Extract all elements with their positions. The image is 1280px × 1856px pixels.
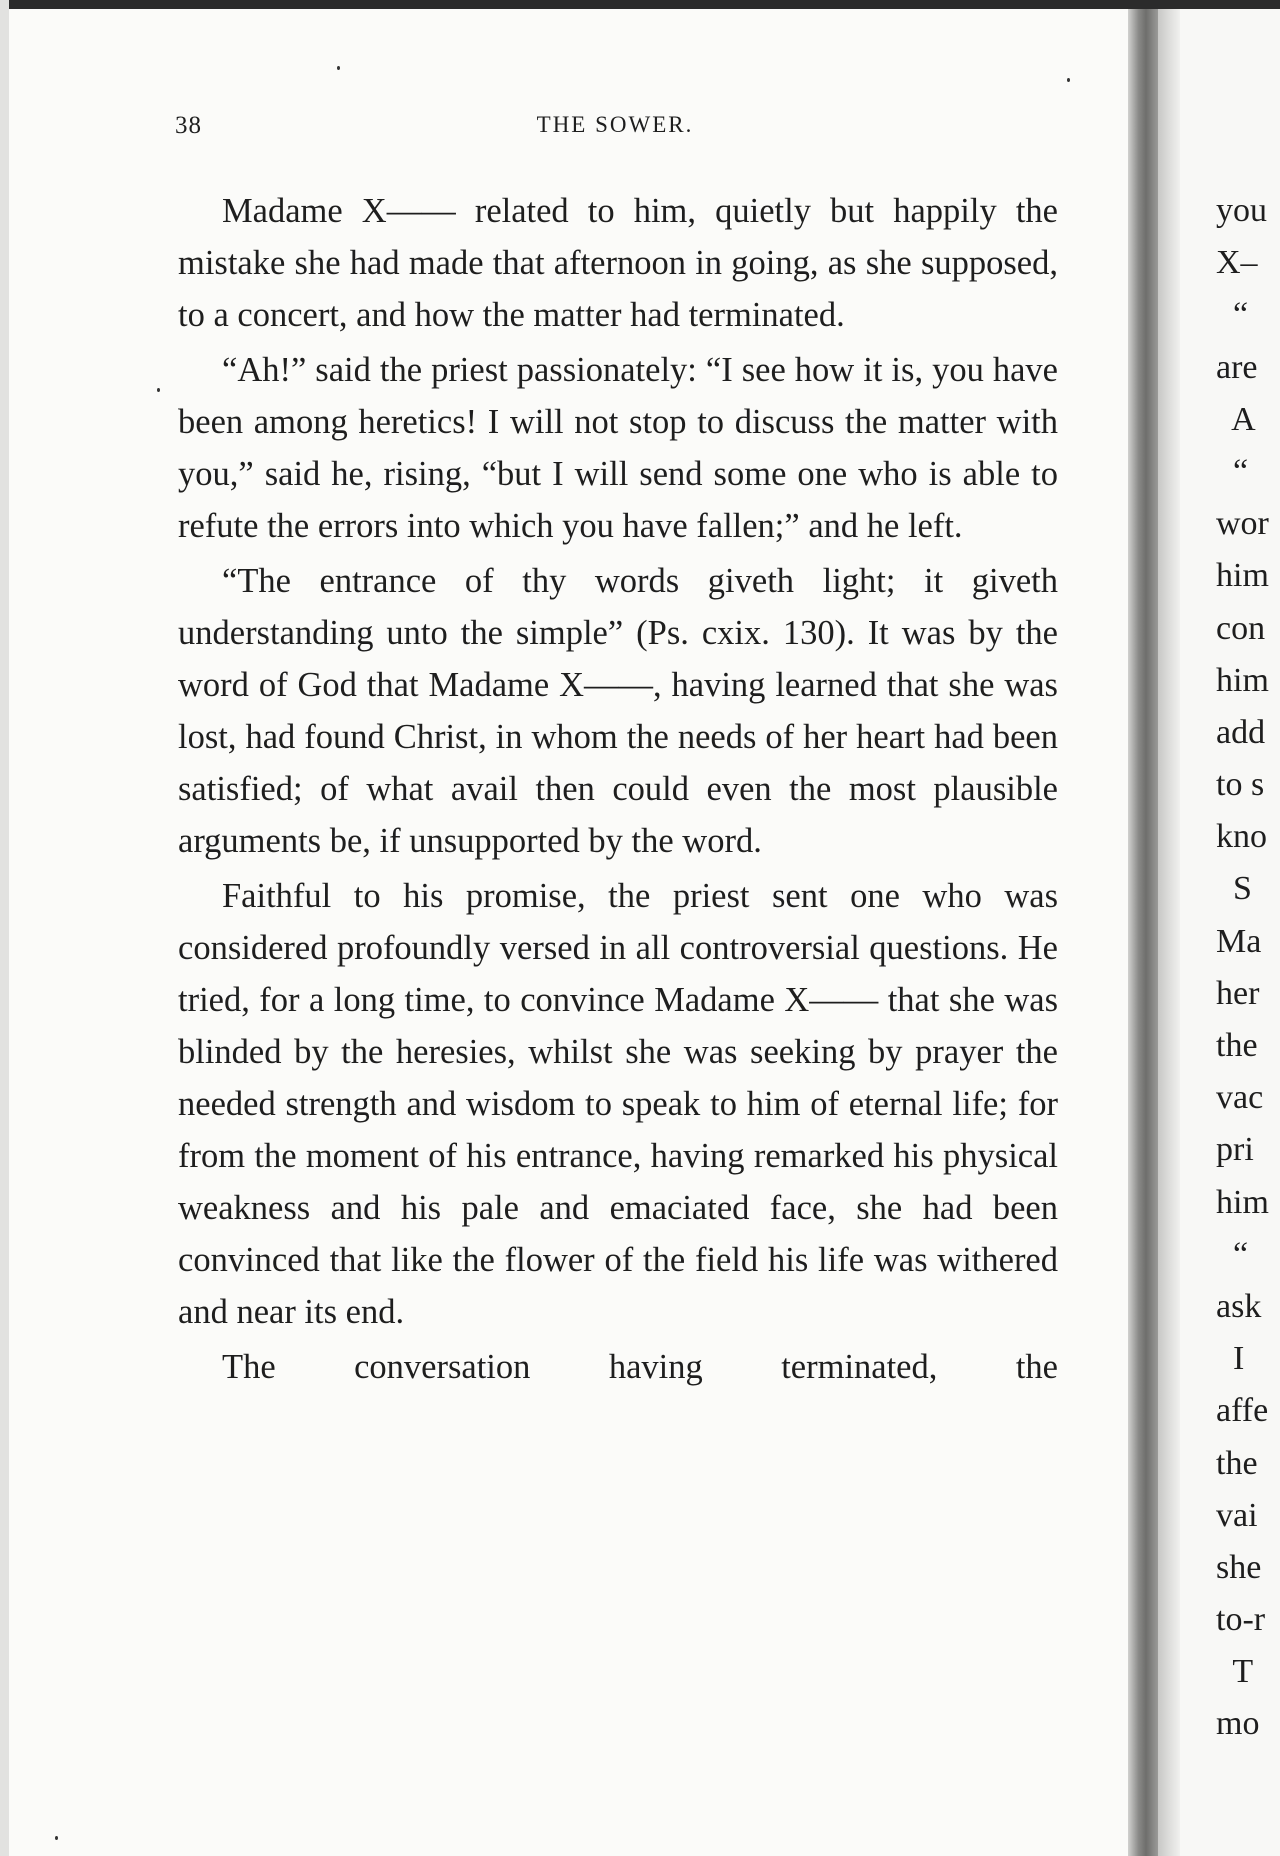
facing-page-line: “ — [1216, 1235, 1249, 1273]
scan-speck — [1067, 78, 1070, 82]
facing-page-line: ask — [1216, 1287, 1262, 1325]
facing-page-line: con — [1216, 609, 1266, 647]
facing-page-line: add — [1216, 713, 1266, 751]
facing-page-line: him — [1216, 1183, 1269, 1221]
book-gutter — [1128, 9, 1158, 1856]
facing-page-line: X– — [1216, 244, 1258, 282]
facing-page-line: affe — [1216, 1392, 1269, 1430]
facing-page — [1180, 9, 1280, 1856]
facing-page-line: to s — [1216, 766, 1265, 804]
paragraph-5: The conversation having terminated, the — [222, 1348, 1058, 1386]
facing-page-line: vai — [1216, 1496, 1258, 1534]
paragraph-3: “The entrance of thy words giveth light; it giveth understanding unto the simple” (Ps. cxix. 130). It was by the word of God that Madame X——, having learned that she was lost, had found Christ, in whom the needs of her heart had been satisfied; of what avail then could even the most plausible arguments be, if unsupported by the word. — [178, 562, 1058, 860]
facing-page-line: Ma — [1216, 922, 1262, 960]
body-text — [178, 185, 1058, 1396]
page-header — [175, 112, 1055, 152]
facing-page-line: mo — [1216, 1705, 1260, 1743]
facing-page-line: I — [1216, 1340, 1245, 1378]
paragraph-1: Madame X—— related to him, quietly but happily the mistake she had made that afternoon in going, as she supposed, to a concert, and how the matter had terminated. — [178, 192, 1058, 334]
scan-top-border — [0, 0, 1280, 9]
facing-page-line: “ — [1216, 296, 1249, 334]
paragraph-4: Faithful to his promise, the priest sent one who was considered profoundly versed in all controversial questions. He tried, for a long time, to convince Madame X—— that she was blinded by the heresies, whilst she was seeking by prayer the needed strength and wisdom to speak to him of eternal life; for from the moment of his entrance, having remarked his physical weakness and his pale and emaciated face, she had been convinced that like the flower of the field his life was withered and near its end. — [178, 877, 1058, 1331]
facing-page-line: she — [1216, 1548, 1262, 1586]
facing-page-line: T — [1216, 1653, 1254, 1691]
facing-page-line: S — [1216, 870, 1252, 908]
facing-page-line: “ — [1216, 452, 1249, 490]
facing-page-line: pri — [1216, 1131, 1254, 1169]
facing-page-line: vac — [1216, 1079, 1264, 1117]
scan-speck — [337, 66, 340, 70]
facing-page-line: to-r — [1216, 1601, 1266, 1639]
scan-left-border — [0, 0, 9, 1856]
facing-page-line: wor — [1216, 505, 1269, 543]
scan-speck — [55, 1836, 58, 1840]
facing-page-line: A — [1216, 400, 1256, 438]
facing-page-line: kno — [1216, 818, 1267, 856]
facing-page-line: the — [1216, 1027, 1258, 1064]
facing-page-line: the — [1216, 1444, 1258, 1482]
facing-page-text — [1216, 185, 1280, 1751]
scan-speck — [157, 388, 160, 392]
facing-page-line: him — [1216, 557, 1269, 595]
facing-page-line: him — [1216, 661, 1269, 699]
gutter-shadow — [1158, 9, 1180, 1856]
facing-page-line: are — [1216, 348, 1258, 386]
running-head: THE SOWER. — [536, 112, 694, 137]
facing-page-line: you — [1216, 192, 1267, 229]
paragraph-2: “Ah!” said the priest passionately: “I see how it is, you have been among heretics! I will not stop to discuss the matter with you,” said he, rising, “but I will send some one who is able to refute the errors into which you have fallen;” and he left. — [178, 351, 1058, 545]
facing-page-line: her — [1216, 974, 1260, 1012]
page-number: 38 — [175, 112, 202, 139]
